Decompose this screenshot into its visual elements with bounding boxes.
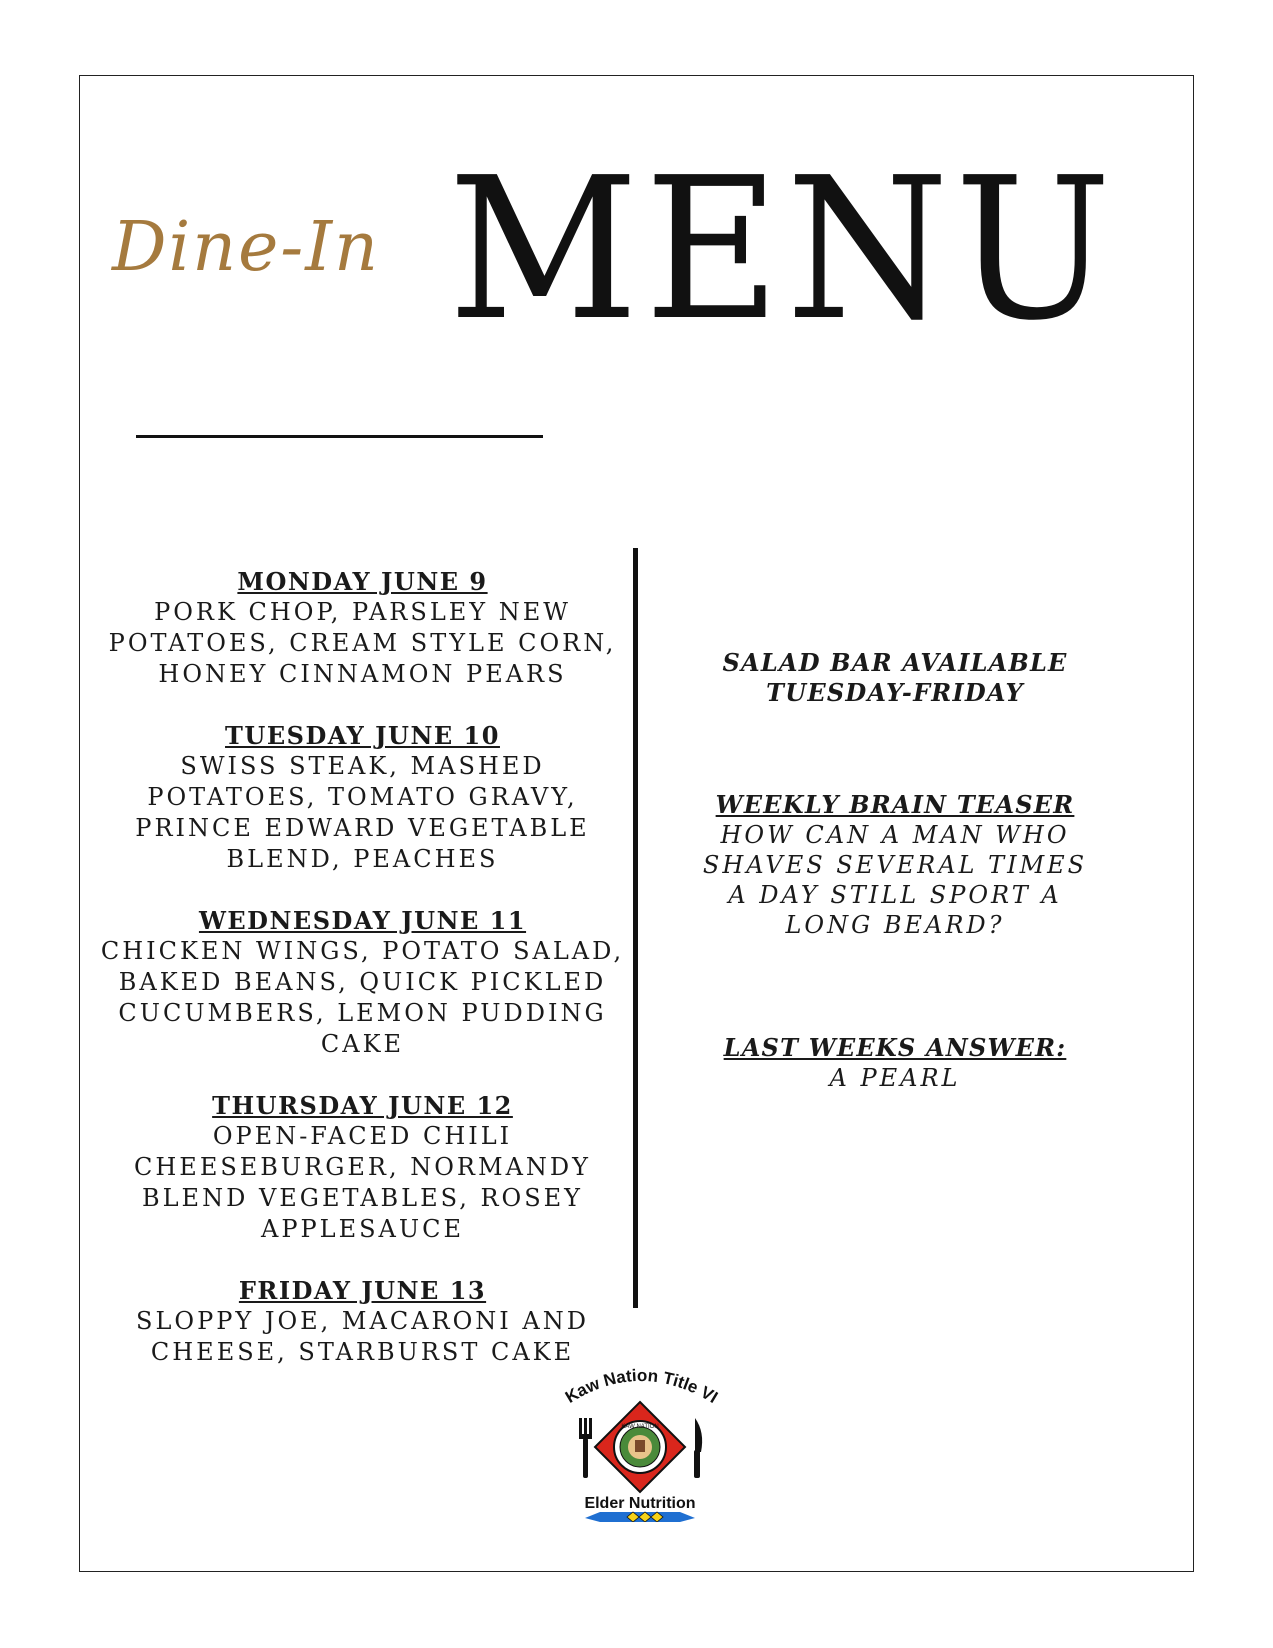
day-items: SLOPPY JOE, MACARONI AND CHEESE, STARBURST CAKE: [136, 1307, 589, 1366]
dine-in-script-title: Dine-In: [112, 208, 380, 287]
last-answer-title: LAST WEEKS ANSWER:: [723, 1033, 1067, 1062]
day-thursday: [100, 1090, 625, 1245]
day-items: SWISS STEAK, MASHED POTATOES, TOMATO GRAVY, PRINCE EDWARD VEGETABLE BLEND, PEACHES: [135, 752, 590, 873]
kaw-nation-elder-nutrition-logo: [545, 1362, 735, 1522]
last-week-answer: [690, 1033, 1100, 1093]
day-friday: [100, 1275, 625, 1368]
day-items: PORK CHOP, PARSLEY NEW POTATOES, CREAM STYLE CORN, HONEY CINNAMON PEARS: [108, 598, 617, 688]
day-tuesday: [100, 720, 625, 875]
fork-icon: [579, 1418, 592, 1478]
day-items: OPEN-FACED CHILI CHEESEBURGER, NORMANDY BLEND VEGETABLES, ROSEY APPLESAUCE: [134, 1122, 591, 1243]
brain-teaser-title: WEEKLY BRAIN TEASER: [715, 790, 1075, 819]
salad-bar-notice: [690, 648, 1100, 708]
brain-teaser-text: HOW CAN A MAN WHO SHAVES SEVERAL TIMES A DAY STILL SPORT A LONG BEARD?: [702, 821, 1088, 939]
daily-menu-list: [100, 566, 625, 1398]
knife-icon: [694, 1418, 702, 1478]
column-divider: [633, 548, 638, 1308]
logo-bottom-text: Elder Nutrition: [584, 1495, 696, 1512]
day-title: TUESDAY JUNE 10: [225, 721, 500, 750]
last-answer-text: A PEARL: [829, 1064, 961, 1092]
salad-bar-line1: SALAD BAR AVAILABLE: [722, 648, 1068, 677]
day-title: FRIDAY JUNE 13: [238, 1276, 487, 1305]
svg-text:Kaw Nation Title VI: [562, 1366, 721, 1407]
day-title: THURSDAY JUNE 12: [212, 1091, 513, 1120]
menu-title: MENU: [448, 136, 1118, 364]
brain-teaser: [690, 790, 1100, 940]
arrow-band-icon: [585, 1512, 695, 1522]
salad-bar-line2: TUESDAY-FRIDAY: [766, 678, 1024, 707]
day-monday: [100, 566, 625, 690]
seal-text: KAW NATION: [621, 1424, 659, 1430]
day-items: CHICKEN WINGS, POTATO SALAD, BAKED BEANS, QUICK PICKLED CUCUMBERS, LEMON PUDDING CAKE: [100, 937, 625, 1058]
logo-arc-text: Kaw Nation Title VI: [561, 1365, 722, 1408]
day-title: MONDAY JUNE 9: [237, 567, 488, 596]
title-underline-rule: [136, 435, 543, 438]
day-wednesday: [100, 905, 625, 1060]
day-title: WEDNESDAY JUNE 11: [198, 906, 527, 935]
